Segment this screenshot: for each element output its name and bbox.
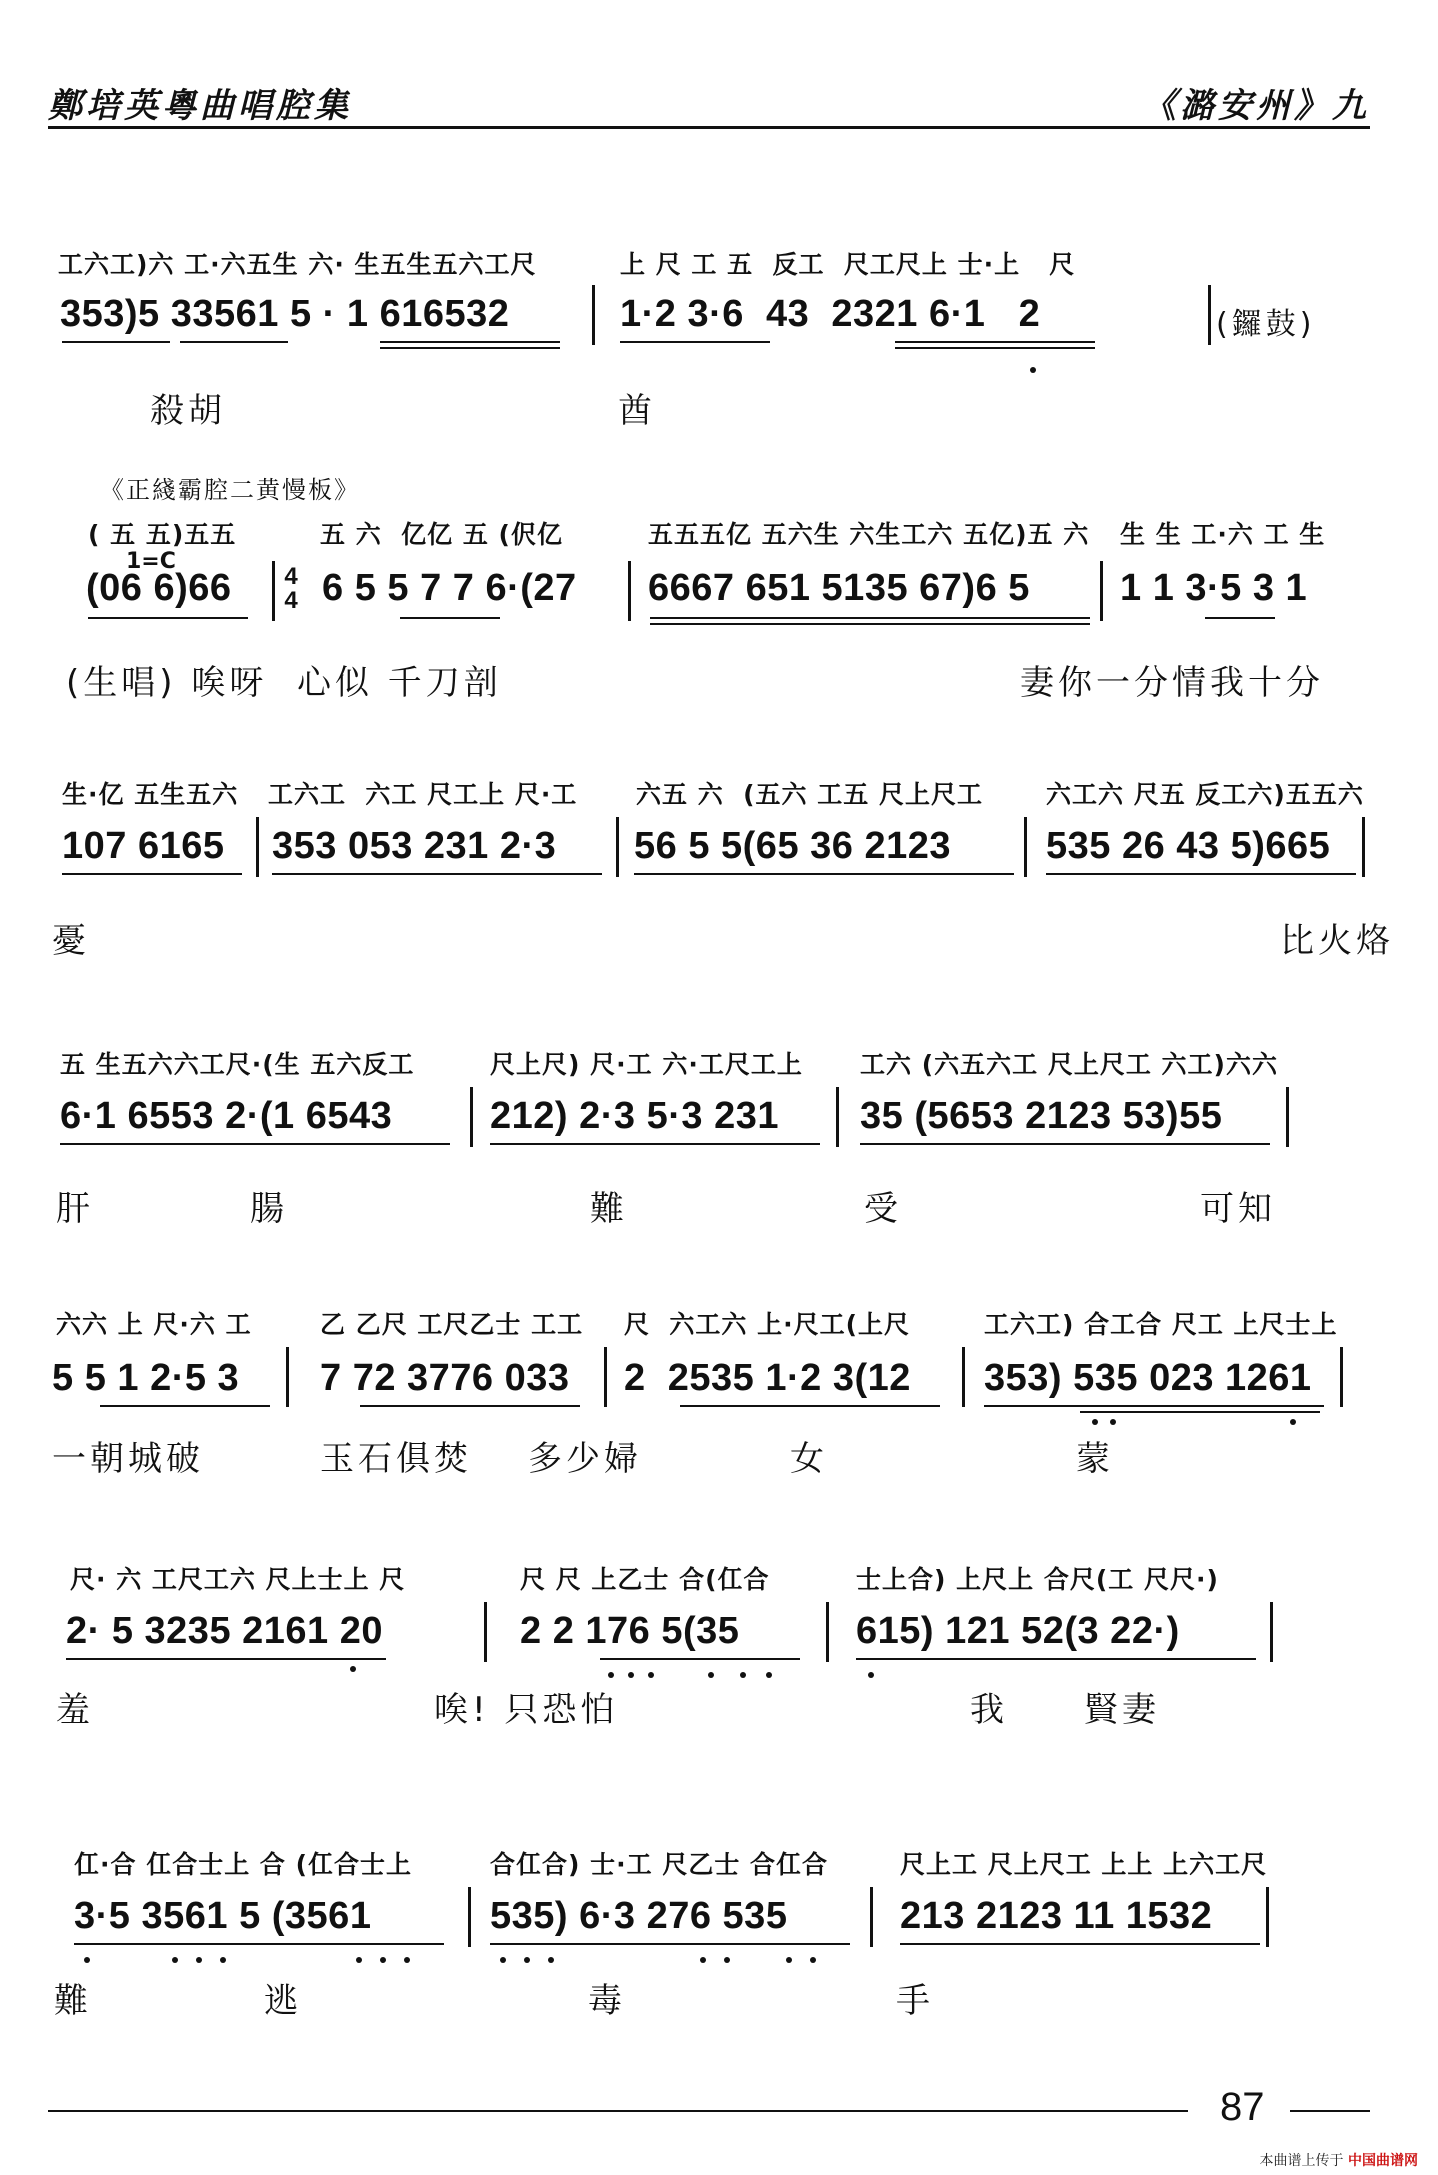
beam: [895, 341, 1095, 343]
octave-dot: [1030, 367, 1036, 373]
credit-prefix: 本曲谱上传于: [1259, 2153, 1344, 2169]
beam: [490, 1943, 850, 1945]
octave-dot: [708, 1672, 714, 1678]
octave-dot: [766, 1672, 772, 1678]
lyric: 比火烙: [1280, 921, 1394, 961]
footer-rule: [1290, 2110, 1370, 2112]
beam: [360, 1405, 580, 1407]
barline: [1362, 817, 1365, 877]
beam: [74, 1943, 444, 1945]
gongche-line: 工六工)六 工·六五生 六· 生五生五六工尺: [58, 250, 537, 279]
jianpu-line: 2· 5 3235 2161 20: [66, 1610, 383, 1652]
system-1: [0, 225, 1438, 431]
jianpu-line: 2 2 176 5(35: [520, 1610, 740, 1652]
barline: [870, 1887, 873, 1947]
jianpu-line: 107 6165: [62, 825, 225, 867]
system-7: [0, 1825, 1438, 2025]
jianpu-line: 35 (5653 2123 53)55: [860, 1095, 1223, 1137]
lyric: 殺胡: [150, 391, 226, 431]
lyric: 手: [896, 1981, 934, 2021]
gongche-line: ( 五 五)五五: [88, 520, 237, 549]
gongche-line: 尺上尺) 尺·工 六·工尺工上: [490, 1050, 803, 1079]
gongche-line: 仜·合 仜合士上 合 (仜合士上: [74, 1850, 413, 1879]
octave-dot: [740, 1672, 746, 1678]
gongche-line: 五 生五六六工尺·(生 五六反工: [60, 1050, 415, 1079]
gongche-line: 工六 (六五六工 尺上尺工 六工)六六: [860, 1050, 1278, 1079]
barline: [286, 1347, 289, 1407]
barline: [628, 561, 631, 621]
octave-dot: [700, 1957, 706, 1963]
beam: [1046, 873, 1356, 875]
jianpu-line: 5 5 1 2·5 3: [52, 1357, 240, 1399]
beam: [400, 617, 500, 619]
barline: [616, 817, 619, 877]
beam: [88, 617, 248, 619]
time-signature-bottom: 4: [284, 587, 298, 614]
octave-dot: [1290, 1419, 1296, 1425]
beam: [860, 1143, 1270, 1145]
barline: [1208, 285, 1211, 345]
barline: [962, 1347, 965, 1407]
beam: [60, 1143, 450, 1145]
lyric: 逃: [264, 1981, 302, 2021]
gongche-line: 合仜合) 士·工 尺乙士 合仜合: [490, 1850, 829, 1879]
credit-brand: 中国曲谱网: [1348, 2153, 1418, 2169]
header-rule: [48, 126, 1370, 129]
beam: [650, 617, 1090, 619]
system-5: [0, 1285, 1438, 1485]
system-6: [0, 1540, 1438, 1740]
beam: [1080, 1411, 1320, 1413]
octave-dot: [810, 1957, 816, 1963]
system-3: [0, 755, 1438, 961]
lyric: 難: [54, 1981, 92, 2021]
page-number: 87: [1220, 2085, 1265, 2129]
barline: [470, 1087, 473, 1147]
jianpu-line: 7 72 3776 033: [320, 1357, 570, 1399]
beam: [1205, 617, 1275, 619]
gongche-line: 生 生 工·六 工 生: [1120, 520, 1326, 549]
octave-dot: [1092, 1419, 1098, 1425]
octave-dot: [350, 1666, 356, 1672]
time-signature: [278, 565, 304, 613]
barline: [1024, 817, 1027, 877]
octave-dot: [500, 1957, 506, 1963]
gongche-line: 生·亿 五生五六: [62, 780, 239, 809]
beam: [856, 1658, 1256, 1660]
beam: [600, 1658, 800, 1660]
lyric: 多少婦: [528, 1439, 642, 1479]
system-4: [0, 1015, 1438, 1229]
lyric: 可知: [1200, 1189, 1276, 1229]
time-signature-top: 4: [284, 563, 298, 590]
footer-rule: [48, 2110, 1188, 2112]
gongche-line: 尺· 六 工尺工六 尺上士上 尺: [70, 1565, 406, 1594]
jianpu-line: 615) 121 52(3 22·): [856, 1610, 1180, 1652]
barline: [826, 1602, 829, 1662]
lyric: 蒙: [1076, 1439, 1114, 1479]
section-title: 《正綫霸腔二黄慢板》: [100, 476, 360, 504]
beam: [490, 1143, 820, 1145]
gongche-line: 五五五亿 五六生 六生工六 五亿)五 六: [648, 520, 1090, 549]
jianpu-line: 353 053 231 2·3: [272, 825, 557, 867]
jianpu-line: 6 5 5 7 7 6·(27: [322, 567, 577, 609]
octave-dot: [524, 1957, 530, 1963]
barline: [1270, 1602, 1273, 1662]
octave-dot: [380, 1957, 386, 1963]
beam: [900, 1943, 1260, 1945]
jianpu-line: (06 6)66: [86, 567, 232, 609]
barline: [272, 561, 275, 621]
octave-dot: [608, 1672, 614, 1678]
lyric: 賢妻: [1084, 1690, 1160, 1730]
key-signature: 1=C: [126, 549, 176, 574]
gongche-line: 六工六 尺五 反工六)五五六: [1046, 780, 1364, 809]
gongche-line: 尺 尺 上乙士 合(仜合: [520, 1565, 770, 1594]
barline: [484, 1602, 487, 1662]
annotation: (鑼鼓): [1216, 307, 1316, 342]
beam: [272, 873, 602, 875]
jianpu-line: 535) 6·3 276 535: [490, 1895, 788, 1937]
piece-title: 《潞安州》九: [1142, 86, 1370, 126]
beam: [180, 341, 288, 343]
jianpu-line: 535 26 43 5)665: [1046, 825, 1331, 867]
octave-dot: [356, 1957, 362, 1963]
gongche-line: 尺 六工六 上·尺工(上尺: [624, 1310, 911, 1339]
jianpu-line: 353)5 33561 5 · 1 616532: [60, 293, 510, 335]
lyric: 唉! 只恐怕: [434, 1690, 619, 1730]
lyric: 妻你一分情我十分: [1020, 663, 1324, 703]
beam: [62, 341, 170, 343]
upload-credit: [1260, 2150, 1418, 2170]
octave-dot: [724, 1957, 730, 1963]
gongche-line: 六六 上 尺·六 工: [56, 1310, 252, 1339]
beam: [100, 1405, 270, 1407]
lyric: 羞: [56, 1690, 94, 1730]
gongche-line: 士上合) 上尺上 合尺(工 尺尺·): [856, 1565, 1219, 1594]
lyric: 一朝城破: [52, 1439, 204, 1479]
beam: [650, 623, 1090, 625]
book-title: 鄭培英粵曲唱腔集: [48, 86, 352, 126]
jianpu-line: 213 2123 11 1532: [900, 1895, 1213, 1937]
gongche-line: 乙 乙尺 工尺乙士 工工: [320, 1310, 584, 1339]
jianpu-line: 353) 535 023 1261: [984, 1357, 1312, 1399]
jianpu-line: 6667 651 5135 67)6 5: [648, 567, 1030, 609]
jianpu-line: 6·1 6553 2·(1 6543: [60, 1095, 393, 1137]
beam: [62, 873, 242, 875]
octave-dot: [84, 1957, 90, 1963]
octave-dot: [628, 1672, 634, 1678]
system-2: [0, 495, 1438, 705]
octave-dot: [868, 1672, 874, 1678]
lyric: 憂: [52, 921, 90, 961]
lyric: 肝: [56, 1189, 94, 1229]
lyric: 酋: [618, 391, 656, 431]
gongche-line: 五 六 亿亿 五 (伬亿: [320, 520, 563, 549]
jianpu-line: 2 2535 1·2 3(12: [624, 1357, 911, 1399]
octave-dot: [220, 1957, 226, 1963]
octave-dot: [172, 1957, 178, 1963]
barline: [1340, 1347, 1343, 1407]
beam: [66, 1658, 386, 1660]
lyric: 難: [590, 1189, 628, 1229]
octave-dot: [548, 1957, 554, 1963]
barline: [468, 1887, 471, 1947]
octave-dot: [404, 1957, 410, 1963]
gongche-line: 尺上工 尺上尺工 上上 上六工尺: [900, 1850, 1268, 1879]
octave-dot: [196, 1957, 202, 1963]
barline: [1100, 561, 1103, 621]
lyric: 玉石俱焚: [320, 1439, 472, 1479]
octave-dot: [786, 1957, 792, 1963]
gongche-line: 工六工) 合工合 尺工 上尺士上: [984, 1310, 1338, 1339]
octave-dot: [1110, 1419, 1116, 1425]
beam: [895, 347, 1095, 349]
lyric: 腸: [250, 1189, 288, 1229]
jianpu-line: 56 5 5(65 36 2123: [634, 825, 951, 867]
barline: [256, 817, 259, 877]
barline: [592, 285, 595, 345]
gongche-line: 六五 六 (五六 工五 尺上尺工: [636, 780, 983, 809]
lyric: 我: [970, 1690, 1008, 1730]
beam: [380, 341, 560, 343]
lyric: 毒: [588, 1981, 626, 2021]
barline: [1266, 1887, 1269, 1947]
lyric: (生唱) 唉呀 心似 千刀剖: [66, 663, 502, 703]
lyric: 受: [864, 1189, 902, 1229]
beam: [634, 873, 1014, 875]
beam: [380, 347, 560, 349]
jianpu-line: 1·2 3·6 43 2321 6·1 2: [620, 293, 1041, 335]
octave-dot: [648, 1672, 654, 1678]
beam: [620, 341, 770, 343]
barline: [836, 1087, 839, 1147]
beam: [984, 1405, 1324, 1407]
beam: [680, 1405, 940, 1407]
gongche-line: 上 尺 工 五 反工 尺工尺上 士·上 尺: [620, 250, 1076, 279]
jianpu-line: 1 1 3·5 3 1: [1120, 567, 1308, 609]
lyric: 女: [790, 1439, 828, 1479]
gongche-line: 工六工 六工 尺工上 尺·工: [268, 780, 578, 809]
barline: [604, 1347, 607, 1407]
barline: [1286, 1087, 1289, 1147]
jianpu-line: 212) 2·3 5·3 231: [490, 1095, 779, 1137]
jianpu-line: 3·5 3561 5 (3561: [74, 1895, 372, 1937]
